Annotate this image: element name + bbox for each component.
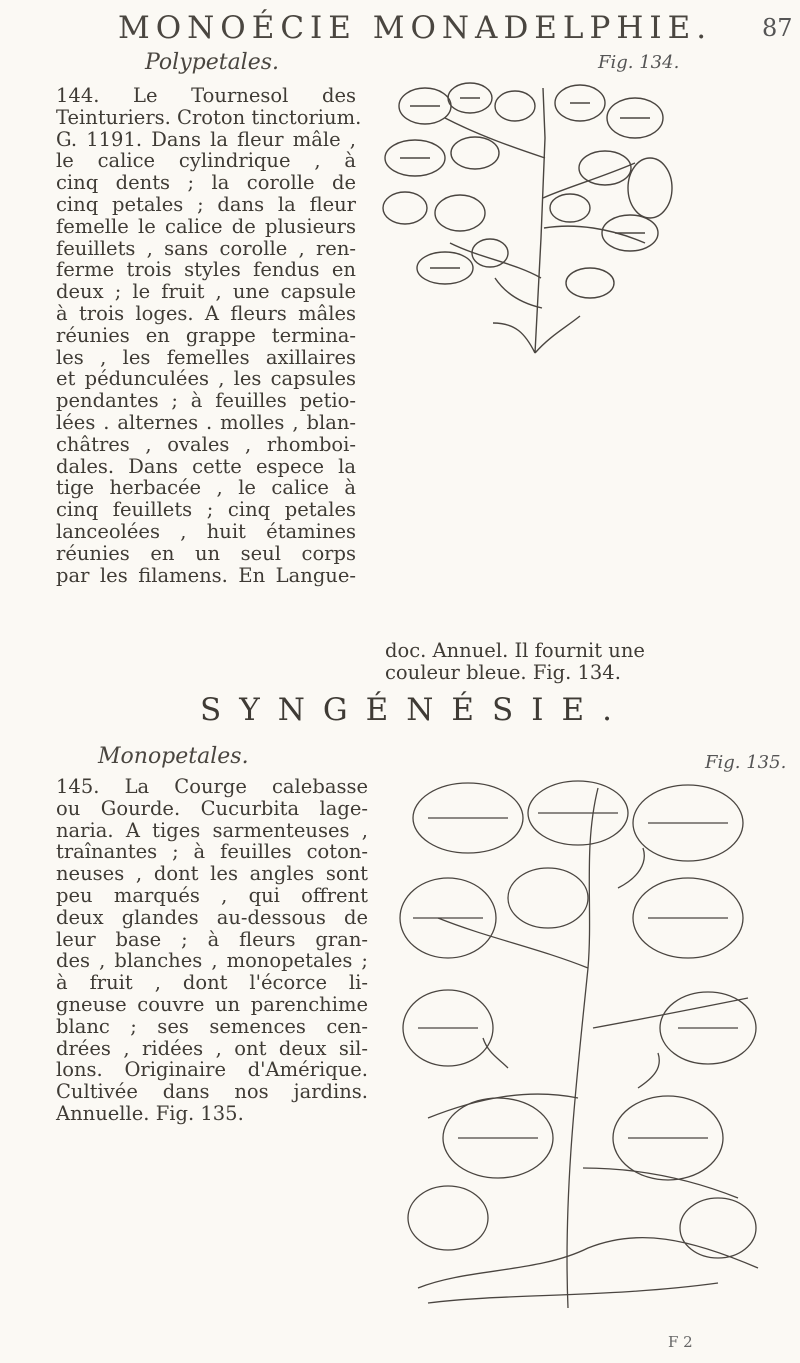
text-line: à fruit , dont l'écorce li-: [56, 971, 368, 995]
text-line: blanc ; ses semences cen-: [56, 1014, 368, 1038]
text-line: Annuelle. Fig. 135.: [56, 1101, 244, 1125]
text-line: et pédunculées , les capsules: [56, 367, 356, 391]
section-title: SYNGÉNÉSIE.: [200, 692, 630, 728]
entry-144-text: [56, 84, 362, 587]
text-line: neuses , dont les angles sont: [56, 862, 368, 886]
croton-plant-drawing: [375, 78, 675, 358]
subsection-polypetales: Polypetales.: [145, 50, 280, 75]
vine-stem: [567, 788, 598, 1308]
text-line: les , les femelles axillaires: [56, 345, 356, 369]
text-line: châtres , ovales , rhomboi-: [56, 432, 356, 456]
text-line: cinq feuillets ; cinq petales: [56, 498, 356, 522]
text-line: peu marqués , qui offrent: [56, 883, 368, 907]
text-line: G. 1191. Dans la fleur mâle ,: [56, 127, 356, 151]
text-line: à trois loges. A fleurs mâles: [56, 301, 356, 325]
running-title: MONOÉCIE MONADELPHIE.: [118, 10, 713, 46]
figure-135-label: Fig. 135.: [705, 752, 787, 773]
text-line: le calice cylindrique , à: [56, 149, 356, 173]
text-line: dales. Dans cette espece la: [56, 454, 356, 478]
figure-134-label: Fig. 134.: [598, 52, 680, 73]
text-line: tige herbacée , le calice à: [56, 476, 356, 500]
text-line: 145. La Courge calebasse: [56, 775, 368, 798]
gourd-plant-drawing: [388, 768, 768, 1328]
text-line: traînantes ; à feuilles coton-: [56, 840, 368, 864]
text-line: pendantes ; à feuilles petio-: [56, 389, 356, 413]
text-line: leur base ; à fleurs gran-: [56, 927, 368, 951]
text-line: lons. Originaire d'Amérique.: [56, 1058, 368, 1082]
entry-144-continuation: [385, 640, 645, 684]
figure-135-illustration: [388, 768, 768, 1328]
text-line: deux glandes au-dessous de: [56, 905, 368, 929]
page-header: [0, 8, 800, 48]
text-line: gneuse couvre un parenchime: [56, 992, 368, 1016]
text-line: des , blanches , monopetales ;: [56, 949, 368, 973]
entry-145-text: [56, 776, 368, 1125]
text-line: ferme trois styles fendus en: [56, 258, 356, 282]
text-line: lanceolées , huit étamines: [56, 519, 356, 543]
text-line: réunies en un seul corps: [56, 541, 356, 565]
text-line: femelle le calice de plusieurs: [56, 214, 356, 238]
text-line: couleur bleue. Fig. 134.: [385, 661, 621, 684]
text-line: 144. Le Tournesol des: [56, 84, 356, 107]
text-line: ou Gourde. Cucurbita lage-: [56, 796, 368, 820]
subsection-monopetales: Monopetales.: [98, 744, 249, 769]
text-line: Cultivée dans nos jardins.: [56, 1080, 368, 1104]
text-line: naria. A tiges sarmenteuses ,: [56, 818, 368, 842]
text-line: cinq petales ; dans la fleur: [56, 192, 356, 216]
signature-mark: F 2: [668, 1333, 693, 1351]
text-line: Teinturiers. Croton tinctorium.: [56, 105, 362, 129]
text-line: drées , ridées , ont deux sil-: [56, 1036, 368, 1060]
text-line: feuillets , sans corolle , ren-: [56, 236, 356, 260]
text-line: réunies en grappe termina-: [56, 323, 356, 347]
text-line: deux ; le fruit , une capsule: [56, 280, 356, 304]
main-stem: [493, 88, 580, 353]
page-number: 87: [762, 14, 793, 42]
text-line: par les filamens. En Langue-: [56, 563, 356, 587]
text-line: lées . alternes . molles , blan-: [56, 410, 356, 434]
figure-134-illustration: [375, 78, 675, 358]
text-line: cinq dents ; la corolle de: [56, 171, 356, 195]
text-line: doc. Annuel. Il fournit une: [385, 639, 645, 662]
